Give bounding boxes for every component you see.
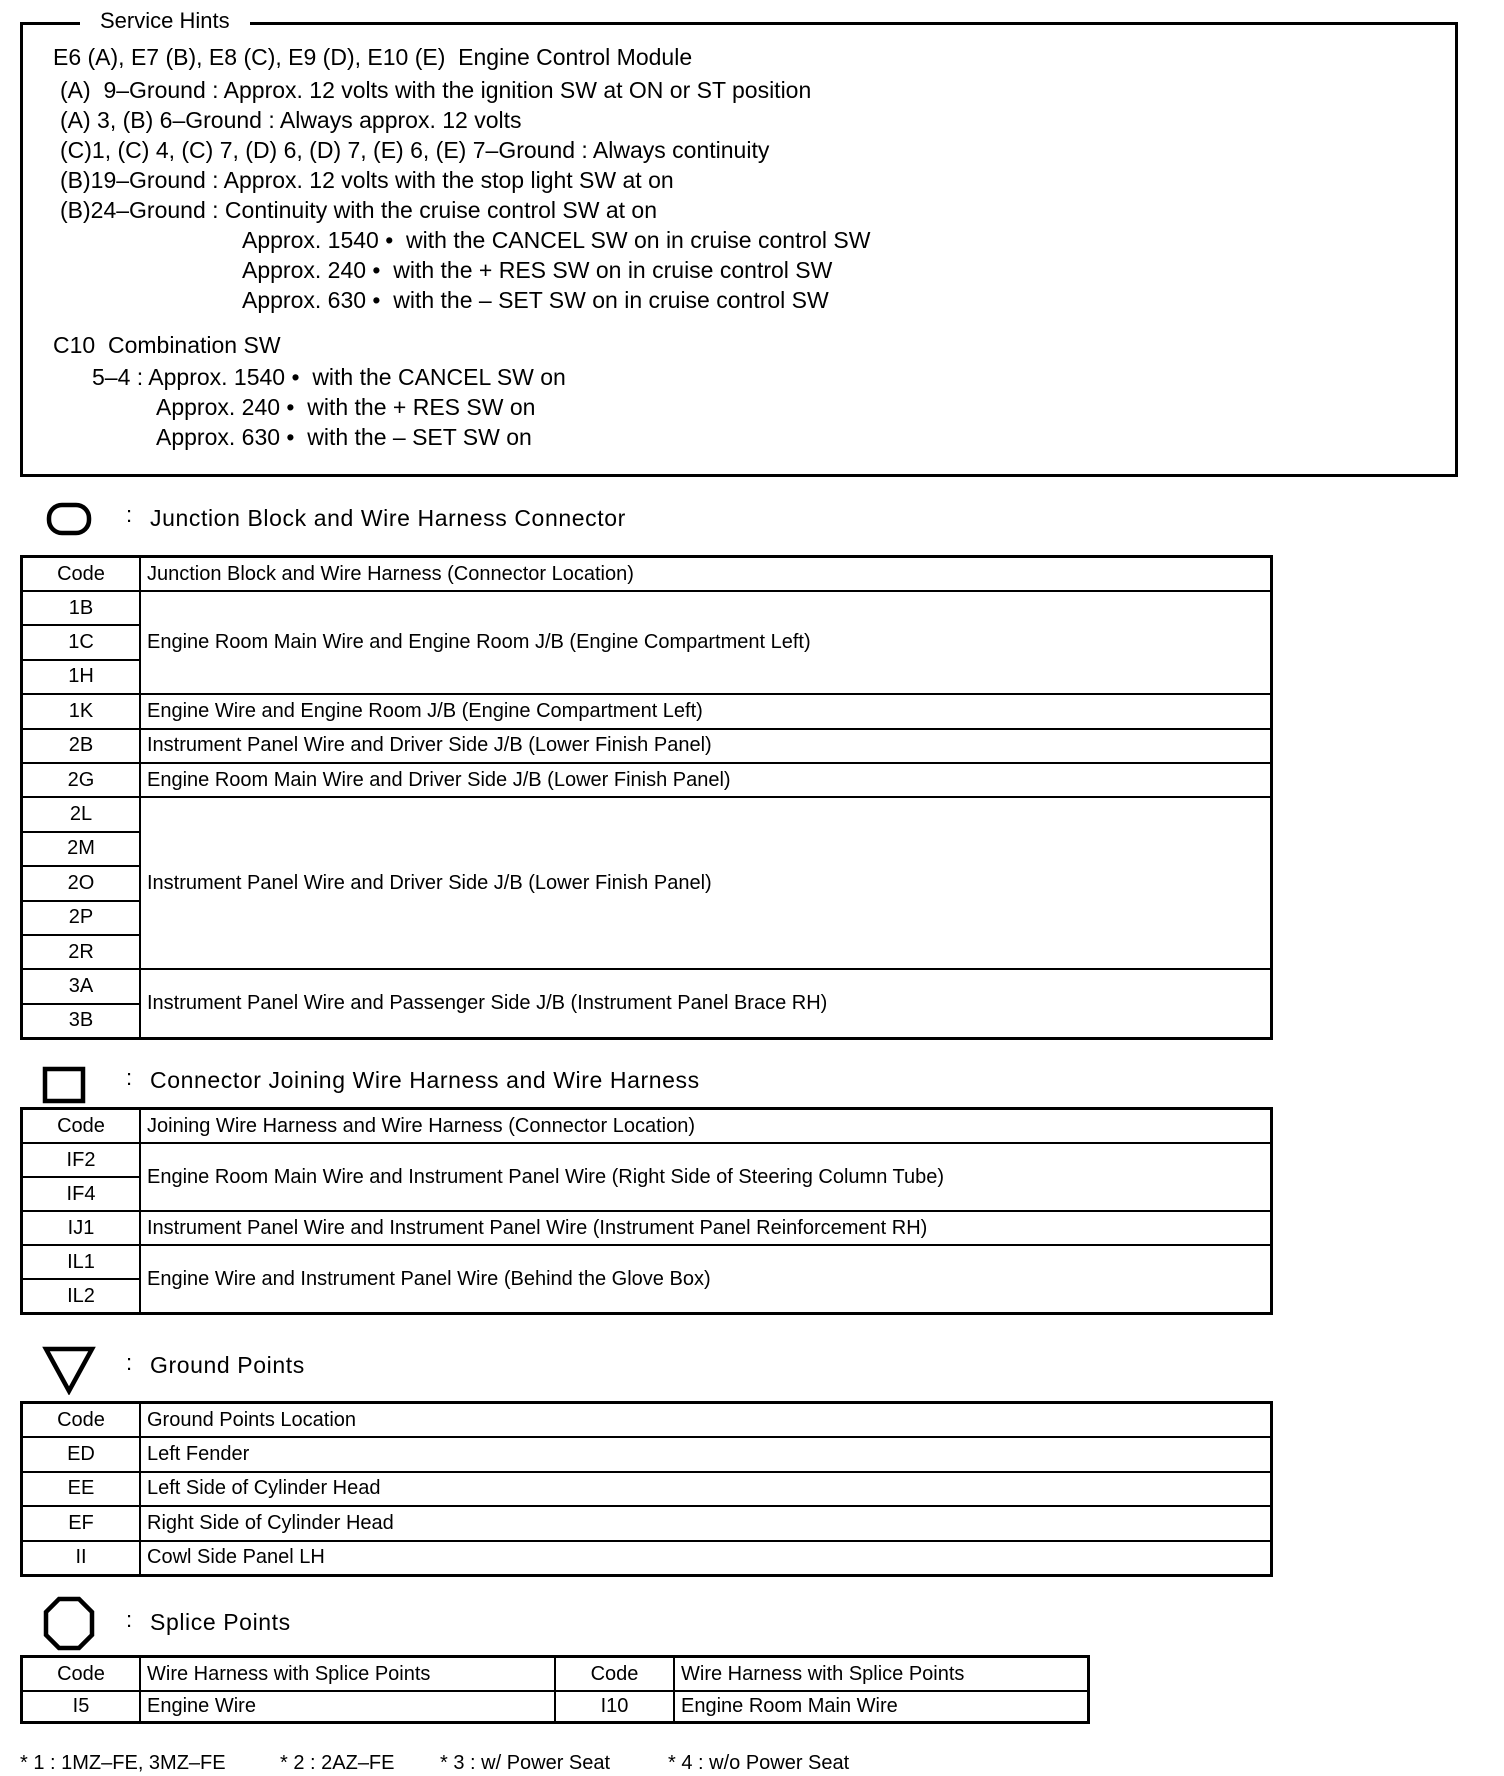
table-row [22,1211,1271,1245]
section-colon: : [126,502,133,527]
section-colon: : [126,1607,133,1632]
ecm-line: (C)1, (C) 4, (C) 7, (D) 6, (D) 7, (E) 6, (E) 7–Ground : Always continuity [60,137,770,163]
ground-table [21,1402,1272,1576]
header-code: Code [555,1657,674,1691]
connector-header-row [22,1109,1271,1143]
header-code: Code [22,1403,140,1437]
table-row [22,797,1271,831]
ecm-subline: Approx. 1540 • with the CANCEL SW on in cruise control SW [242,227,871,253]
ground-header-row [22,1403,1271,1437]
connector-code: 3B [22,1004,140,1038]
header-desc: Wire Harness with Splice Points [140,1657,555,1691]
table-row [22,763,1271,797]
connector-code: 2M [22,832,140,866]
splice-header-row [22,1657,1088,1691]
connector-code: EE [22,1472,140,1507]
ecm-line: (B)19–Ground : Approx. 12 volts with the stop light SW at on [60,167,674,193]
junction-table [21,556,1272,1039]
connector-code: IJ1 [22,1211,140,1245]
location-desc: Engine Wire and Engine Room J/B (Engine Compartment Left) [140,694,1271,728]
splice-desc: Engine Room Main Wire [674,1691,1088,1722]
octagon-icon [42,1595,98,1653]
square-icon [42,1066,90,1106]
splice-code: I5 [22,1691,140,1722]
connector-code: ED [22,1437,140,1472]
connector-code: IL1 [22,1245,140,1279]
splice-code: I10 [555,1691,674,1722]
triangle-down-icon [42,1345,98,1395]
connector-code: 2L [22,797,140,831]
combo-heading: C10 Combination SW [53,332,281,358]
table-row [22,969,1271,1003]
ecm-heading: E6 (A), E7 (B), E8 (C), E9 (D), E10 (E) Engine Control Module [53,44,693,70]
ecm-subline: Approx. 630 • with the – SET SW on in cruise control SW [242,287,829,313]
location-desc: Instrument Panel Wire and Passenger Side J/B (Instrument Panel Brace RH) [140,969,1271,1038]
location-desc: Left Side of Cylinder Head [140,1472,1271,1507]
ecm-subline: Approx. 240 • with the + RES SW on in cruise control SW [242,257,833,283]
location-desc: Cowl Side Panel LH [140,1541,1271,1576]
connector-code: 1K [22,694,140,728]
connector-code: 2B [22,729,140,763]
connector-code: IF4 [22,1177,140,1211]
connector-code: II [22,1541,140,1576]
table-row [22,1541,1271,1576]
connector-code: 1H [22,660,140,694]
connector-code: 3A [22,969,140,1003]
footnote: * 1 : 1MZ–FE, 3MZ–FE [20,1752,226,1774]
table-row [22,1691,1088,1722]
location-desc: Instrument Panel Wire and Instrument Panel Wire (Instrument Panel Reinforcement RH) [140,1211,1271,1245]
header-code: Code [22,1657,140,1691]
connector-code: IF2 [22,1143,140,1177]
junction-header-row [22,557,1271,591]
footnote: * 4 : w/o Power Seat [668,1752,850,1774]
header-desc: Ground Points Location [140,1403,1271,1437]
ecm-line: (A) 9–Ground : Approx. 12 volts with the ignition SW at ON or ST position [60,77,812,103]
location-desc: Engine Wire and Instrument Panel Wire (Behind the Glove Box) [140,1245,1271,1313]
footnote: * 2 : 2AZ–FE [280,1752,395,1774]
location-desc: Left Fender [140,1437,1271,1472]
connector-code: 1C [22,625,140,659]
header-desc: Junction Block and Wire Harness (Connector Location) [140,557,1271,591]
combo-subline: Approx. 240 • with the + RES SW on [156,394,536,420]
table-row [22,1506,1271,1541]
location-desc: Right Side of Cylinder Head [140,1506,1271,1541]
connector-code: 2P [22,901,140,935]
connector-code: 2R [22,935,140,969]
connector-code: 2O [22,866,140,900]
footnote: * 3 : w/ Power Seat [440,1752,611,1774]
location-desc: Instrument Panel Wire and Driver Side J/B (Lower Finish Panel) [140,729,1271,763]
splice-table [21,1656,1089,1723]
ecm-line: (B)24–Ground : Continuity with the cruise control SW at on [60,197,658,223]
connector-code: 1B [22,591,140,625]
connector-code: IL2 [22,1279,140,1313]
table-row [22,591,1271,625]
connector-code: EF [22,1506,140,1541]
section-title-connector: Connector Joining Wire Harness and Wire Harness [150,1067,700,1093]
table-row [22,694,1271,728]
header-code: Code [22,557,140,591]
table-row [22,729,1271,763]
location-desc: Engine Room Main Wire and Instrument Panel Wire (Right Side of Steering Column Tube) [140,1143,1271,1211]
section-title-splice: Splice Points [150,1609,291,1635]
service-hints-title: Service Hints [80,6,250,36]
header-desc: Joining Wire Harness and Wire Harness (Connector Location) [140,1109,1271,1143]
splice-desc: Engine Wire [140,1691,555,1722]
section-title-ground: Ground Points [150,1352,305,1378]
header-desc: Wire Harness with Splice Points [674,1657,1088,1691]
connector-table [21,1108,1272,1314]
section-title-junction: Junction Block and Wire Harness Connector [150,505,626,531]
section-colon: : [126,1065,133,1090]
table-row [22,1472,1271,1507]
table-row [22,1245,1271,1279]
section-colon: : [126,1350,133,1375]
table-row [22,1143,1271,1177]
connector-code: 2G [22,763,140,797]
rounded-rectangle-icon [46,502,96,536]
header-code: Code [22,1109,140,1143]
combo-line: 5–4 : Approx. 1540 • with the CANCEL SW on [92,364,566,390]
combo-subline: Approx. 630 • with the – SET SW on [156,424,532,450]
table-row [22,1437,1271,1472]
location-desc: Instrument Panel Wire and Driver Side J/B (Lower Finish Panel) [140,797,1271,969]
location-desc: Engine Room Main Wire and Driver Side J/B (Lower Finish Panel) [140,763,1271,797]
ecm-line: (A) 3, (B) 6–Ground : Always approx. 12 volts [60,107,522,133]
location-desc: Engine Room Main Wire and Engine Room J/B (Engine Compartment Left) [140,591,1271,694]
